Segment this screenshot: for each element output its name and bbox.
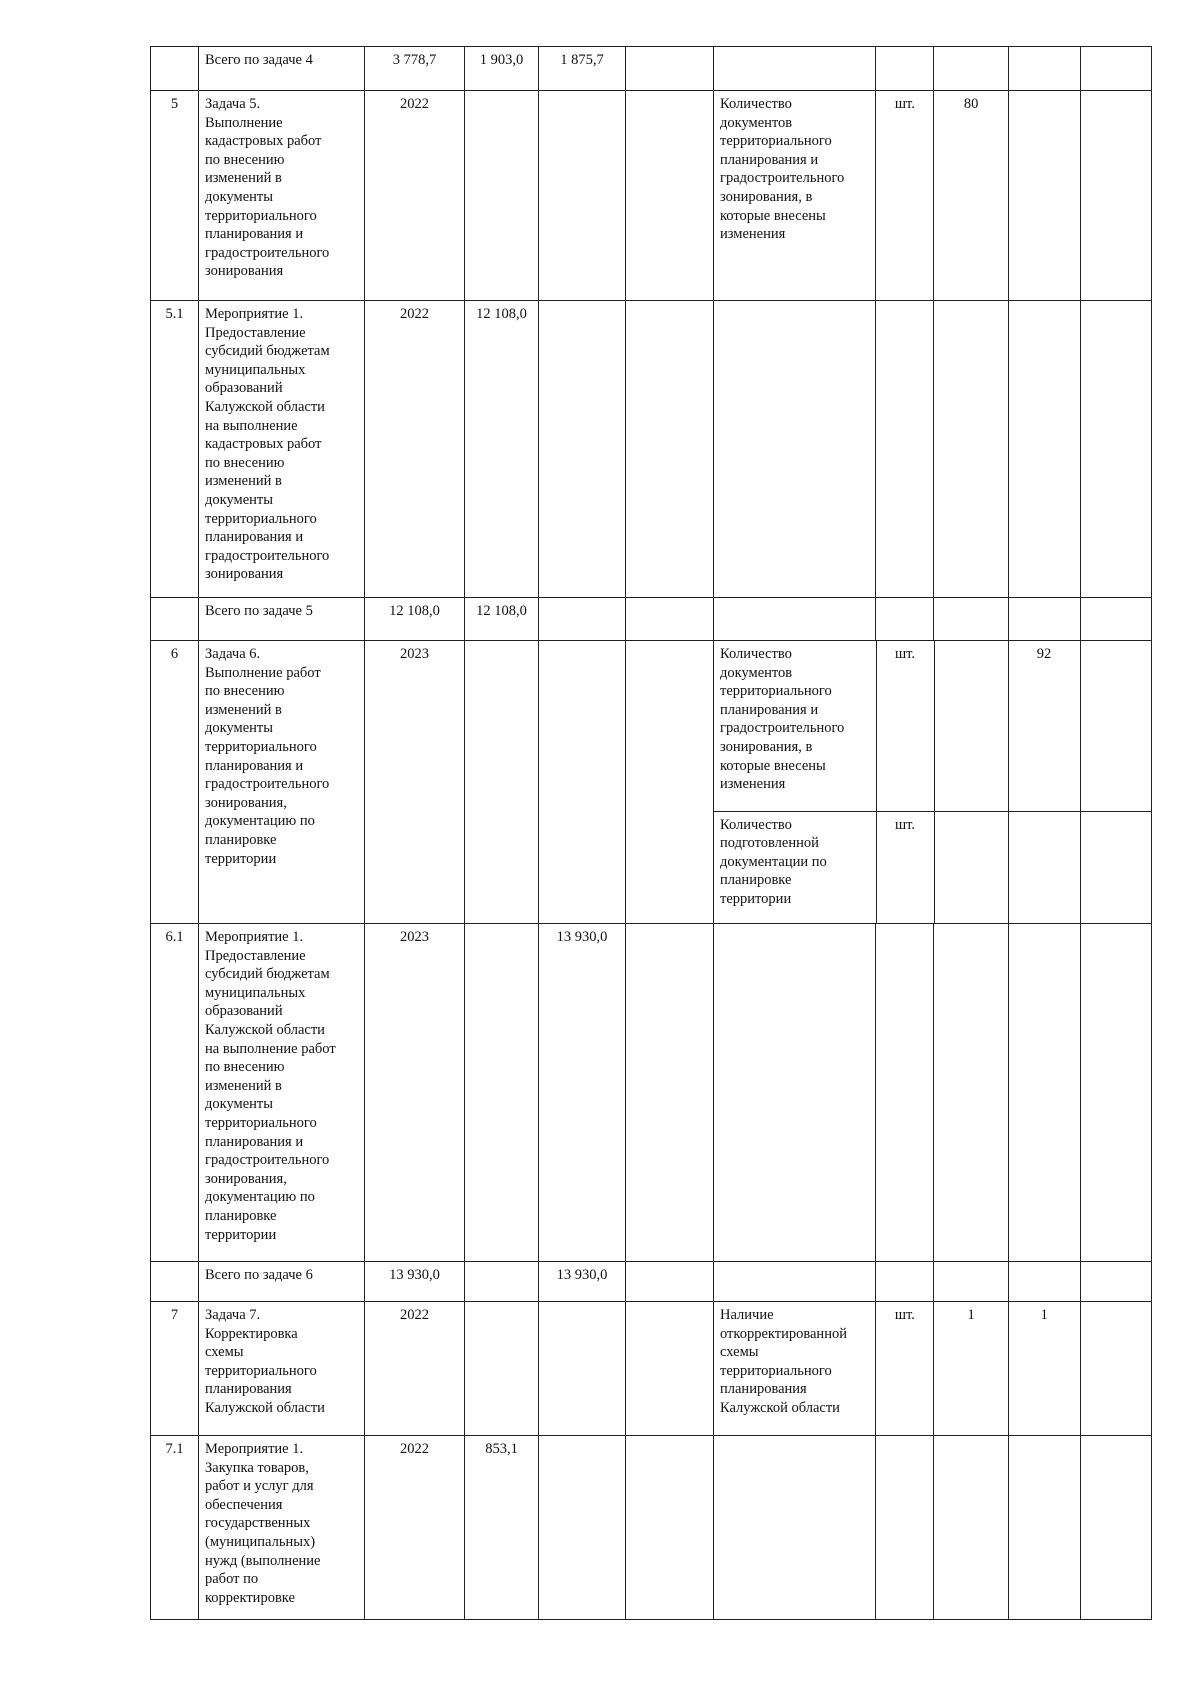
indicator-subrow: [714, 641, 1151, 811]
table-row: [151, 1302, 1152, 1436]
row-year: 2022: [365, 1436, 465, 1620]
row-value-2: [539, 91, 626, 301]
row-value-3: [626, 1302, 714, 1436]
row-number: 5.1: [151, 301, 199, 598]
row-year: 2022: [365, 91, 465, 301]
row-indicator-2: [1008, 301, 1080, 598]
row-indicator-3: [1080, 598, 1151, 641]
row-unit: [876, 924, 934, 1262]
row-indicator: [714, 1262, 876, 1302]
row-year: 2023: [365, 641, 465, 924]
row-value-1: [465, 91, 539, 301]
row-indicator-1: [934, 1262, 1008, 1302]
row-indicator-1: [934, 598, 1008, 641]
row-value-1: [465, 1262, 539, 1302]
row-value-2: 13 930,0: [539, 1262, 626, 1302]
program-table: [150, 46, 1152, 1620]
row-indicator-2: 92: [1008, 641, 1080, 811]
row-indicator-3: [1080, 641, 1151, 811]
table-row: [151, 301, 1152, 598]
row-title: Задача 7. Корректировка схемы территориального планирования Калужской области: [199, 1302, 365, 1436]
row-number: 6.1: [151, 924, 199, 1262]
row-indicator-2: [1008, 1262, 1080, 1302]
row-unit: [876, 598, 934, 641]
row-indicator-1: [934, 301, 1008, 598]
row-value-1: 12 108,0: [465, 301, 539, 598]
row-indicator-1: [934, 641, 1008, 811]
row-indicator-3: [1080, 301, 1151, 598]
row-number: 7: [151, 1302, 199, 1436]
row-value-3: [626, 598, 714, 641]
row-value-3: [626, 1436, 714, 1620]
row-indicator-2: [1008, 924, 1080, 1262]
row-unit: шт.: [876, 1302, 934, 1436]
row-indicator-3: [1080, 1436, 1151, 1620]
row-year: 2022: [365, 1302, 465, 1436]
row-indicator-2: [1008, 91, 1080, 301]
row-value-2: [539, 1436, 626, 1620]
row-year: 13 930,0: [365, 1262, 465, 1302]
row-number: [151, 47, 199, 91]
row-indicator: [714, 924, 876, 1262]
row-indicator-1: [934, 811, 1008, 923]
row-value-1: [465, 924, 539, 1262]
row-unit: шт.: [876, 91, 934, 301]
row-value-3: [626, 47, 714, 91]
row-unit: [876, 47, 934, 91]
row-indicator: [714, 1436, 876, 1620]
row-indicator: [714, 47, 876, 91]
row-title: Всего по задаче 5: [199, 598, 365, 641]
row-number: 7.1: [151, 1436, 199, 1620]
row-year: 2022: [365, 301, 465, 598]
table-row: [151, 924, 1152, 1262]
row-title: Всего по задаче 4: [199, 47, 365, 91]
row-indicator-1: [934, 47, 1008, 91]
row-indicator-2: 1: [1008, 1302, 1080, 1436]
table-row: [151, 1262, 1152, 1302]
table-row: [151, 641, 1152, 924]
row-indicator-2: [1008, 1436, 1080, 1620]
row-value-2: [539, 1302, 626, 1436]
row-indicator-1: 1: [934, 1302, 1008, 1436]
row-value-2: 1 875,7: [539, 47, 626, 91]
row-value-3: [626, 641, 714, 924]
row-value-2: [539, 301, 626, 598]
row-indicator-1: 80: [934, 91, 1008, 301]
row-indicator-2: [1008, 47, 1080, 91]
row-title: Мероприятие 1. Предоставление субсидий бюджетам муниципальных образований Калужской области на выполнение кадастровых работ по внесению изменений в документы территориального планирования и градостроительного зонирования: [199, 301, 365, 598]
row-value-1: 12 108,0: [465, 598, 539, 641]
row-value-3: [626, 301, 714, 598]
row-indicator-2: [1008, 811, 1080, 923]
row-value-2: [539, 598, 626, 641]
row-value-2: [539, 641, 626, 924]
row-title: Всего по задаче 6: [199, 1262, 365, 1302]
row-number: 5: [151, 91, 199, 301]
row-unit: [876, 1436, 934, 1620]
row-value-1: [465, 641, 539, 924]
row-indicator: Количество документов территориального планирования и градостроительного зонирования, в которые внесены изменения: [714, 91, 876, 301]
row-number: [151, 598, 199, 641]
row-indicator-3: [1080, 47, 1151, 91]
row-indicator: Количество документов территориального планирования и градостроительного зонирования, в которые внесены изменения: [714, 641, 876, 811]
row-unit: шт.: [876, 641, 934, 811]
row-indicator: [714, 598, 876, 641]
row-value-1: 1 903,0: [465, 47, 539, 91]
row-value-1: [465, 1302, 539, 1436]
row-unit: [876, 301, 934, 598]
row-indicator: Наличие откорректированной схемы территориального планирования Калужской области: [714, 1302, 876, 1436]
row-number: 6: [151, 641, 199, 924]
row-number: [151, 1262, 199, 1302]
row-indicator-3: [1080, 1262, 1151, 1302]
row-indicator-3: [1080, 811, 1151, 923]
row-indicator-3: [1080, 1302, 1151, 1436]
indicator-subtable: [714, 641, 1151, 923]
table-row: [151, 598, 1152, 641]
row-indicator-1: [934, 1436, 1008, 1620]
row-title: Мероприятие 1. Закупка товаров, работ и услуг для обеспечения государственных (муниципальных) нужд (выполнение работ по корректировке: [199, 1436, 365, 1620]
row-year: 2023: [365, 924, 465, 1262]
row-value-1: 853,1: [465, 1436, 539, 1620]
row-title: Задача 6. Выполнение работ по внесению изменений в документы территориального планирования и градостроительного зонирования, документацию по планировке территории: [199, 641, 365, 924]
table-row: [151, 91, 1152, 301]
table-row: [151, 47, 1152, 91]
row-indicator-2: [1008, 598, 1080, 641]
row-indicator-3: [1080, 924, 1151, 1262]
row-indicator-1: [934, 924, 1008, 1262]
row-indicator: [714, 301, 876, 598]
row-indicator: Количество подготовленной документации по планировке территории: [720, 816, 827, 907]
row-unit: шт.: [876, 811, 934, 923]
row-title: Задача 5. Выполнение кадастровых работ по внесению изменений в документы территориального планирования и градостроительного зонирования: [199, 91, 365, 301]
row-indicator-3: [1080, 91, 1151, 301]
row-year: 12 108,0: [365, 598, 465, 641]
row-year: 3 778,7: [365, 47, 465, 91]
row-unit: [876, 1262, 934, 1302]
row-value-3: [626, 924, 714, 1262]
row-value-3: [626, 1262, 714, 1302]
indicator-group: [714, 641, 1152, 924]
indicator-subrow: [714, 811, 1151, 923]
row-title: Мероприятие 1. Предоставление субсидий бюджетам муниципальных образований Калужской области на выполнение работ по внесению изменений в документы территориального планирования и градостроительного зонирования, документацию по планировке территории: [199, 924, 365, 1262]
row-value-2: 13 930,0: [539, 924, 626, 1262]
row-value-3: [626, 91, 714, 301]
table-row: [151, 1436, 1152, 1620]
